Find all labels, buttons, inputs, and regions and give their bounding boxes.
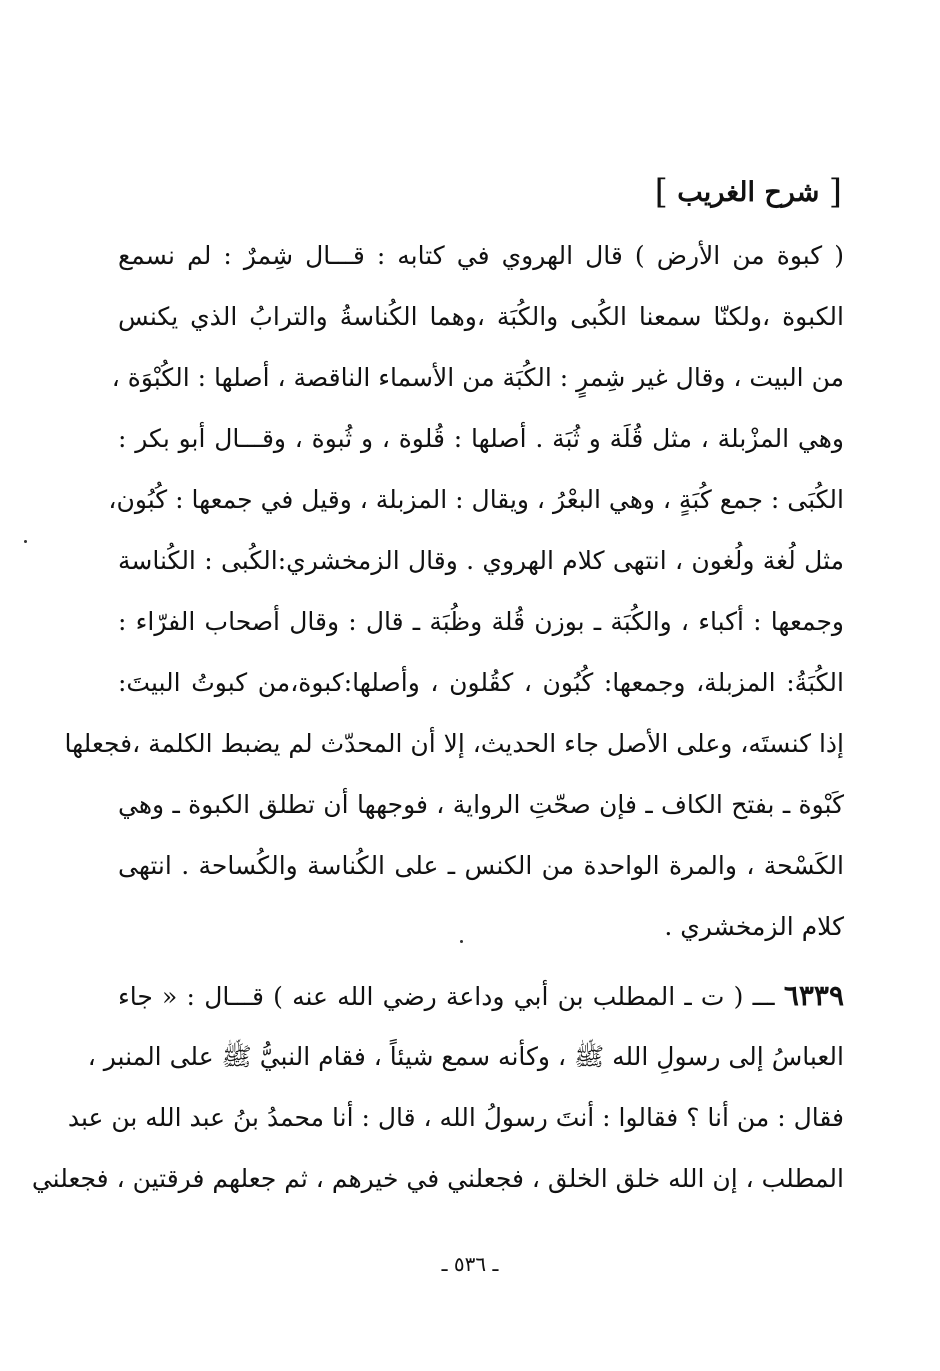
- text-line: من البيت ، وقال غير شِمرٍ : الكُبَة من الأسماء الناقصة ، أصلها : الكُبْوَة ،: [111, 363, 844, 392]
- text-line: الكُبَةُ: المزبلة، وجمعها: كُبُون ، كقُلون ، وأصلها:كبوة،من كبوتُ البيتَ:: [118, 668, 844, 697]
- text-line: وهي المزْبلة ، مثل قُلَة و ثُبَة . أصلها : قُلوة ، و ثُبوة ، وقـــال أبو بكر :: [118, 424, 844, 453]
- hadith-entry-header: [118, 974, 844, 1035]
- text-line: إذا كنستَه، وعلى الأصل جاء الحديث، إلا أن المحدّث لم يضبط الكلمة ،فجعلها: [64, 729, 844, 758]
- text-line: مثل لُغة ولُغون ، انتهى كلام الهروي . وقال الزمخشري:الكُبى : الكُناسة: [118, 546, 844, 575]
- main-text: [31, 234, 844, 1218]
- text-line: الكَسْحة ، والمرة الواحدة من الكنس ـ على الكُناسة والكُساحة . انتهى: [118, 851, 844, 880]
- heading-text: شرح الغريب: [677, 177, 820, 208]
- heading-open-bracket: [: [828, 172, 842, 212]
- heading-close-bracket: ]: [654, 172, 668, 212]
- text-line: كَبْوة ـ بفتح الكاف ـ فإن صحّتِ الرواية ، فوجهها أن تطلق الكبوة ـ وهي: [118, 790, 844, 819]
- text-line: وجمعها : أكباء ، والكُبَة ـ بوزن قُلة وظُبَة ـ قال : وقال أصحاب الفرّاء :: [118, 607, 844, 636]
- section-heading: [655, 172, 842, 212]
- text-line: الكُبَى : جمع كُبَةٍ ، وهي البعْرُ ، ويقال : المزبلة ، وقيل في جمعها : كُبُون،: [108, 485, 844, 514]
- entry-number: ٦٣٣٩: [783, 979, 844, 1012]
- margin-speck: [24, 540, 27, 543]
- text-line: المطلب ، إن الله خلق الخلق ، فجعلني في خيرهم ، ثم جعلهم فرقتين ، فجعلني: [31, 1164, 844, 1193]
- entry-first-line: ( ت ـ المطلب بن أبي وداعة رضي الله عنه ) قـــال : « جاء: [118, 982, 744, 1011]
- page-number: ـ ٥٣٦ ـ: [441, 1252, 499, 1276]
- text-line: ( كبوة من الأرض ) قال الهروي في كتابه : قـــال شِمرٌ : لم نسمع: [118, 241, 844, 270]
- margin-speck: [460, 940, 463, 943]
- text-line: العباسُ إلى رسولِ الله ﷺ ، وكأنه سمع شيئاً ، فقام النبيُّ ﷺ على المنبر ،: [87, 1042, 844, 1071]
- text-line: الكبوة ،ولكنّا سمعنا الكُبى والكُبَة ،وهما الكُناسةُ والترابُ الذي يكنس: [118, 302, 844, 331]
- text-line: كلام الزمخشري .: [664, 912, 844, 941]
- entry-dash: ـــ: [752, 982, 775, 1011]
- text-line: فقال : من أنا ؟ فقالوا : أنتَ رسولُ الله ، قال : أنا محمدُ بنُ عبد الله بن عبد: [67, 1103, 844, 1132]
